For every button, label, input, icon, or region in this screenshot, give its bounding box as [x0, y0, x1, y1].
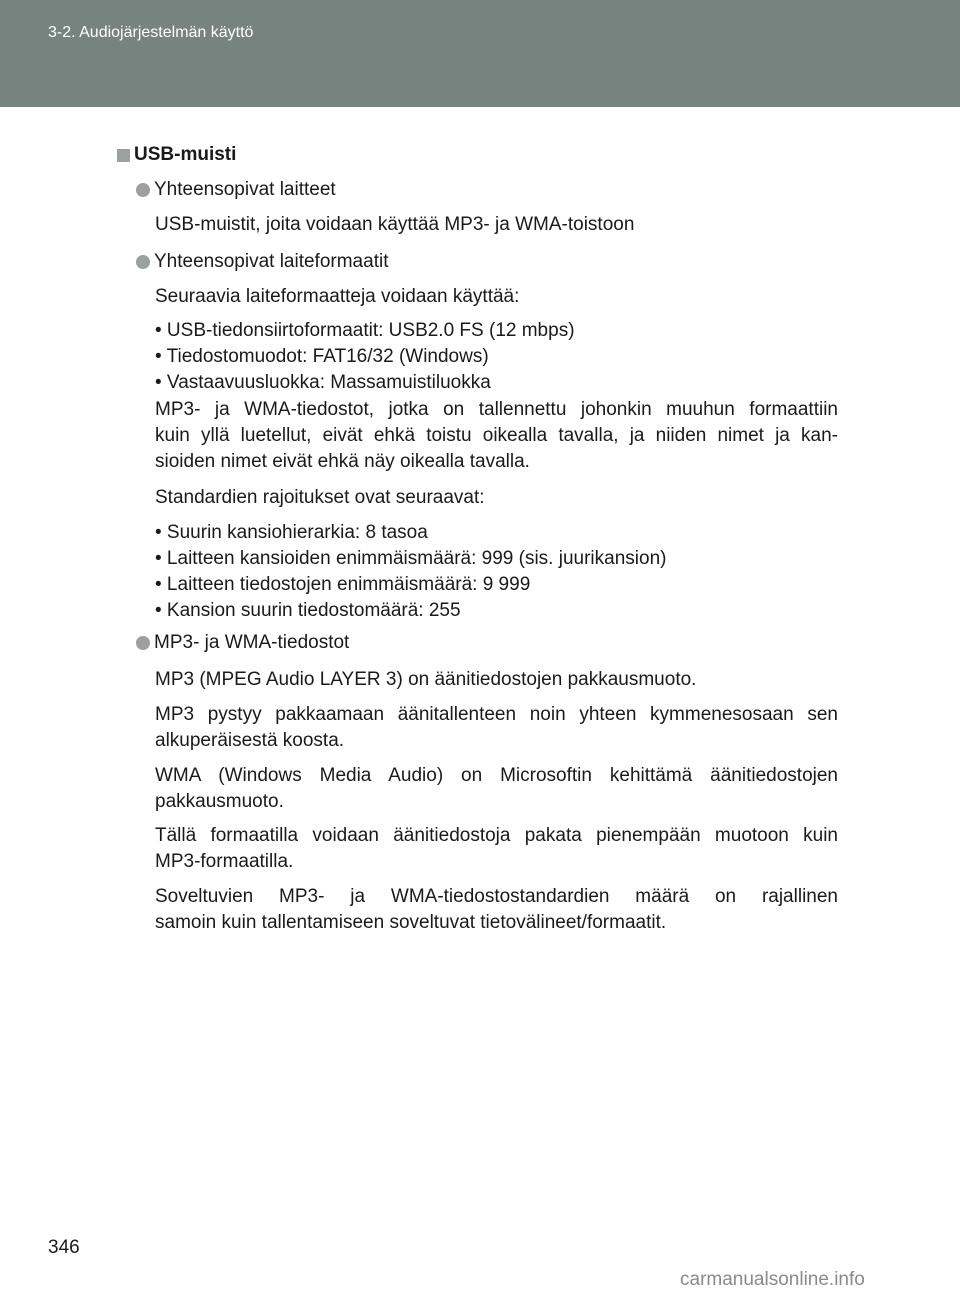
- paragraph-line: samoin kuin tallentamiseen soveltuvat tietovälineet/formaatit.: [155, 912, 667, 933]
- paragraph-line: MP3 pystyy pakkaamaan äänitallenteen noin yhteen kymmenesosaan sen: [155, 704, 838, 725]
- paragraph-line: MP3- ja WMA-tiedostot, jotka on tallennettu johonkin muuhun formaattiin: [155, 399, 838, 420]
- watermark: carmanualsonline.info: [680, 1269, 865, 1290]
- paragraph-line: alkuperäisestä koosta.: [155, 730, 345, 751]
- paragraph: [155, 763, 838, 815]
- paragraph: [155, 702, 838, 754]
- list-item: • USB-tiedonsiirtoformaatit: USB2.0 FS (12 mbps): [155, 320, 575, 341]
- body-text: USB-muistit, joita voidaan käyttää MP3- ja WMA-toistoon: [155, 214, 635, 235]
- paragraph-line: pakkausmuoto.: [155, 791, 284, 812]
- list-item: • Laitteen kansioiden enimmäismäärä: 999 (sis. juurikansion): [155, 548, 667, 569]
- paragraph-line: WMA (Windows Media Audio) on Microsoftin kehittämä äänitiedostojen: [155, 765, 838, 786]
- list-item: • Laitteen tiedostojen enimmäismäärä: 9 999: [155, 574, 531, 595]
- list-item: • Tiedostomuodot: FAT16/32 (Windows): [155, 346, 489, 367]
- paragraph-line: MP3-formaatilla.: [155, 851, 294, 872]
- subsection-title: MP3- ja WMA-tiedostot: [154, 632, 350, 653]
- subsection-title: Yhteensopivat laiteformaatit: [154, 251, 389, 272]
- body-text: Standardien rajoitukset ovat seuraavat:: [155, 487, 485, 508]
- chapter-title: 3-2. Audiojärjestelmän käyttö: [48, 24, 254, 41]
- page-number: 346: [48, 1237, 80, 1258]
- list-item: • Kansion suurin tiedostomäärä: 255: [155, 600, 461, 621]
- circle-bullet-icon: [136, 183, 150, 197]
- paragraph: [155, 397, 838, 475]
- circle-bullet-icon: [136, 636, 150, 650]
- chapter-header: [0, 0, 960, 107]
- circle-bullet-icon: [136, 255, 150, 269]
- body-text: MP3 (MPEG Audio LAYER 3) on äänitiedostojen pakkausmuoto.: [155, 669, 697, 690]
- paragraph: [155, 884, 838, 936]
- square-bullet-icon: [117, 149, 130, 162]
- paragraph-line: kuin yllä luetellut, eivät ehkä toistu oikealla tavalla, ja niiden nimet ja kan-: [155, 425, 838, 446]
- subsection-title: Yhteensopivat laitteet: [154, 179, 336, 200]
- section-title: USB-muisti: [134, 144, 237, 165]
- body-text: Seuraavia laiteformaatteja voidaan käyttää:: [155, 286, 520, 307]
- paragraph-line: Soveltuvien MP3- ja WMA-tiedostostandardien määrä on rajallinen: [155, 886, 838, 907]
- paragraph-line: Tällä formaatilla voidaan äänitiedostoja pakata pienempään muotoon kuin: [155, 825, 838, 846]
- list-item: • Suurin kansiohierarkia: 8 tasoa: [155, 522, 428, 543]
- paragraph: [155, 823, 838, 875]
- list-item: • Vastaavuusluokka: Massamuistiluokka: [155, 372, 491, 393]
- paragraph-line: sioiden nimet eivät ehkä näy oikealla tavalla.: [155, 451, 530, 472]
